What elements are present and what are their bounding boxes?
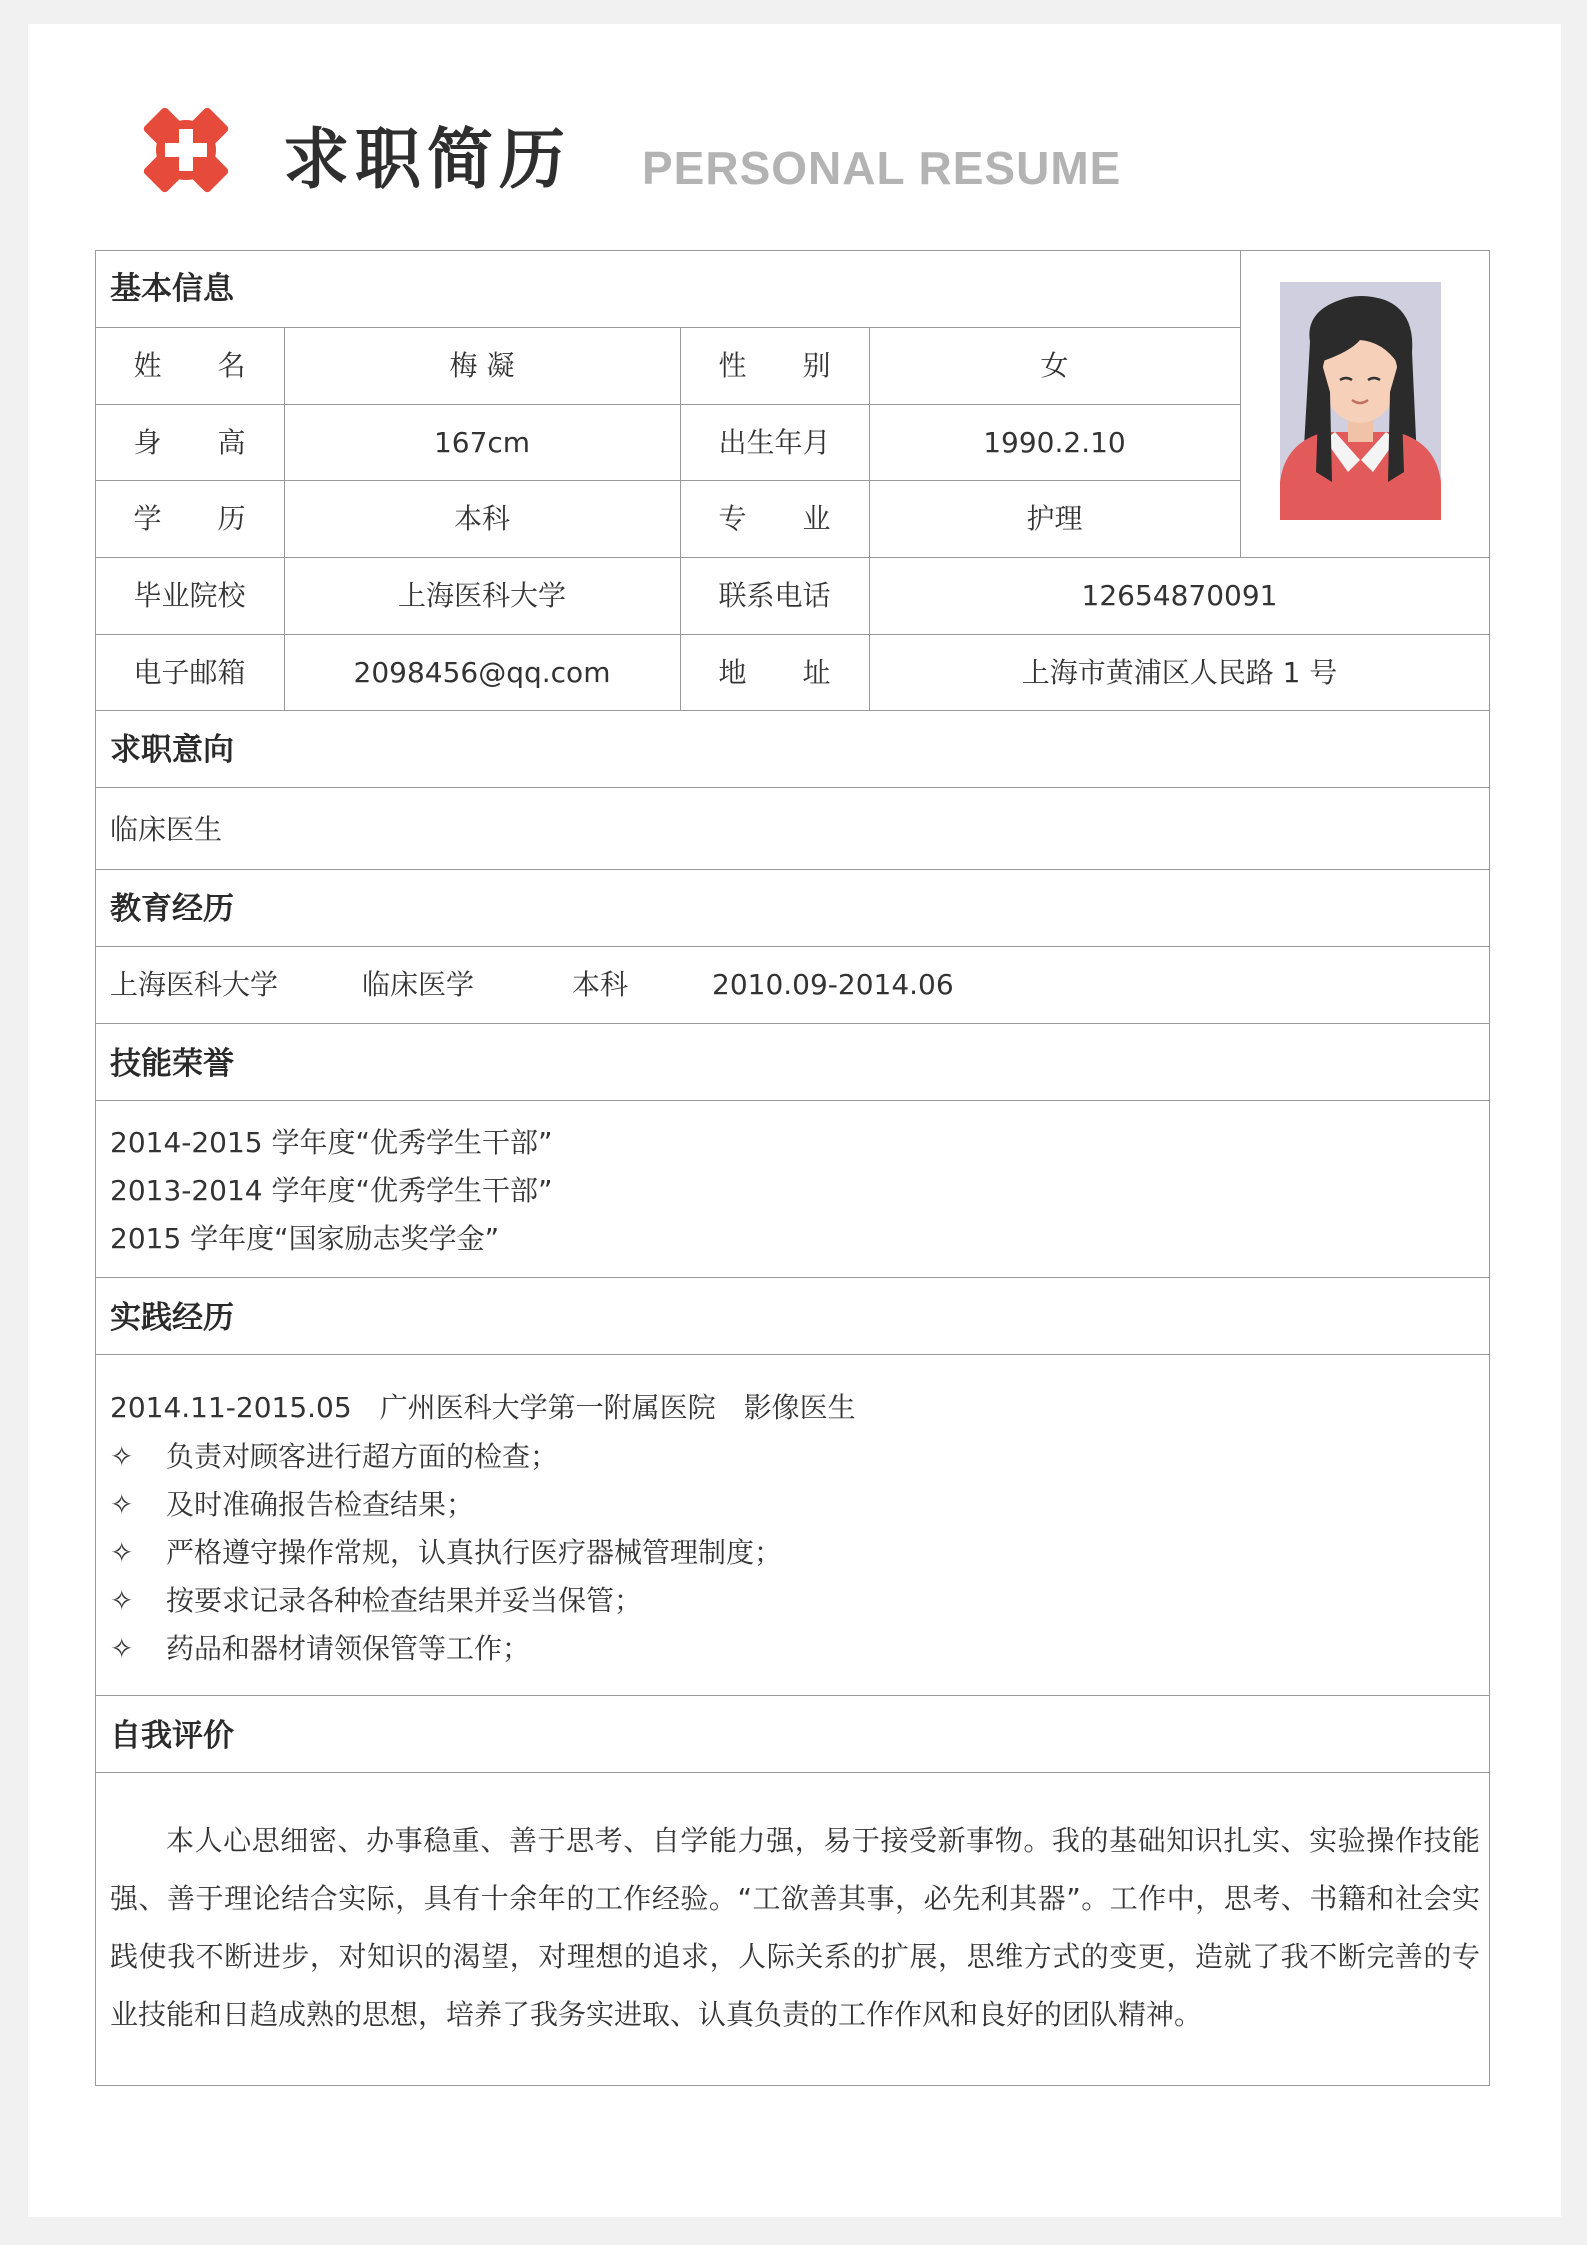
bullet-icon: ✧ bbox=[110, 1584, 134, 1617]
label-phone: 联系电话 bbox=[718, 579, 831, 612]
practice-item: 药品和器材请领保管等工作； bbox=[166, 1632, 531, 1665]
label-major: 专 业 bbox=[718, 502, 831, 535]
divider bbox=[95, 1100, 1490, 1101]
value-major: 护理 bbox=[1026, 502, 1083, 535]
divider bbox=[95, 1354, 1490, 1355]
education-school: 上海医科大学 bbox=[110, 968, 279, 1001]
value-height: 167cm bbox=[433, 426, 531, 459]
section-title-honors: 技能荣誉 bbox=[110, 1046, 234, 1082]
value-email: 2098456@qq.com bbox=[353, 656, 611, 689]
bullet-icon: ✧ bbox=[110, 1488, 134, 1521]
value-birth: 1990.2.10 bbox=[983, 426, 1126, 459]
divider bbox=[95, 1772, 1490, 1773]
honor-item: 2013-2014 学年度“优秀学生干部” bbox=[110, 1174, 553, 1207]
self-eval-text: 本人心思细密、办事稳重、善于思考、自学能力强，易于接受新事物。我的基础知识扎实、实验操作技能强、善于理论结合实际，具有十余年的工作经验。“工欲善其事，必先利其器”。工作中，思考、书籍和社会实践使我不断进步，对知识的渴望，对理想的追求，人际关系的扩展，思维方式的变更，造就了我不断完善的专业技能和日趋成熟的思想，培养了我务实进取、认真负责的工作作风和良好的团队精神。 bbox=[110, 1824, 1480, 2031]
value-education: 本科 bbox=[453, 502, 510, 535]
bullet-icon: ✧ bbox=[110, 1632, 134, 1665]
divider bbox=[95, 1695, 1490, 1696]
label-address: 地 址 bbox=[718, 656, 831, 689]
value-phone: 12654870091 bbox=[1081, 579, 1278, 612]
objective-text: 临床医生 bbox=[110, 813, 223, 846]
divider bbox=[95, 710, 1490, 711]
section-title-education: 教育经历 bbox=[110, 891, 234, 927]
section-title-objective: 求职意向 bbox=[110, 732, 234, 768]
divider bbox=[95, 327, 1240, 328]
section-title-practice: 实践经历 bbox=[110, 1300, 234, 1336]
honor-item: 2015 学年度“国家励志奖学金” bbox=[110, 1222, 500, 1255]
label-school: 毕业院校 bbox=[133, 579, 246, 612]
divider bbox=[95, 869, 1490, 870]
divider bbox=[95, 480, 1240, 481]
practice-item: 按要求记录各种检查结果并妥当保管； bbox=[166, 1584, 643, 1617]
divider bbox=[95, 404, 1240, 405]
label-birth: 出生年月 bbox=[718, 426, 831, 459]
practice-item: 严格遵守操作常规，认真执行医疗器械管理制度； bbox=[166, 1536, 783, 1569]
honor-item: 2014-2015 学年度“优秀学生干部” bbox=[110, 1126, 553, 1159]
divider bbox=[95, 1023, 1490, 1024]
section-title-self-eval: 自我评价 bbox=[110, 1718, 234, 1754]
education-major: 临床医学 bbox=[362, 968, 475, 1001]
page-subtitle: PERSONAL RESUME bbox=[642, 142, 1122, 194]
label-education: 学 历 bbox=[133, 502, 246, 535]
divider bbox=[95, 787, 1490, 788]
value-school: 上海医科大学 bbox=[397, 579, 566, 612]
section-title-basic-info: 基本信息 bbox=[110, 271, 234, 307]
divider bbox=[95, 634, 1490, 635]
divider bbox=[95, 946, 1490, 947]
value-name: 梅 凝 bbox=[449, 349, 515, 382]
medical-cross-logo bbox=[132, 96, 240, 204]
label-email: 电子邮箱 bbox=[133, 656, 246, 689]
practice-header: 2014.11-2015.05 广州医科大学第一附属医院 影像医生 bbox=[110, 1391, 856, 1424]
label-height: 身 高 bbox=[133, 426, 246, 459]
divider bbox=[95, 1277, 1490, 1278]
value-gender: 女 bbox=[1040, 349, 1069, 382]
bullet-icon: ✧ bbox=[110, 1440, 134, 1473]
education-degree: 本科 bbox=[572, 968, 629, 1001]
page-title: 求职简历 bbox=[283, 121, 571, 198]
label-name: 姓 名 bbox=[133, 349, 246, 382]
label-gender: 性 别 bbox=[718, 349, 831, 382]
divider bbox=[95, 557, 1490, 558]
value-address: 上海市黄浦区人民路 1 号 bbox=[1021, 656, 1338, 689]
divider bbox=[1240, 250, 1241, 557]
bullet-icon: ✧ bbox=[110, 1536, 134, 1569]
avatar bbox=[1280, 282, 1441, 520]
practice-item: 负责对顾客进行超方面的检查； bbox=[166, 1440, 559, 1473]
education-period: 2010.09-2014.06 bbox=[712, 968, 954, 1001]
practice-item: 及时准确报告检查结果； bbox=[166, 1488, 475, 1521]
